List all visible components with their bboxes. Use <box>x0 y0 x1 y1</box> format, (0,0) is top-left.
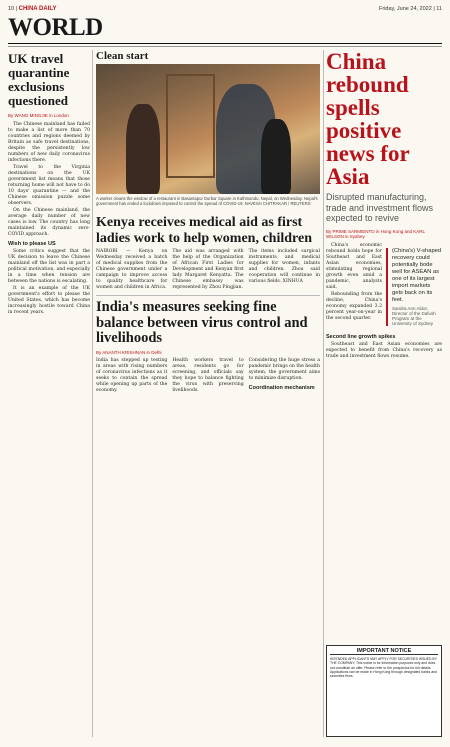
paragraph: Southeast and East Asian economies are expected to benefit from China's recovery as trade and investment flows resume. <box>326 341 442 359</box>
india-body <box>96 358 320 394</box>
paragraph: On the Chinese mainland, the average daily number of new cases is low. The country has long maintained its dynamic zero-COVID approach. <box>8 207 90 237</box>
kenya-body <box>96 249 320 291</box>
center-column <box>96 50 320 394</box>
important-notice <box>326 645 442 737</box>
kenya-col1: NAIROBI — Kenya on Wednesday received a batch of medical supplies from the Chinese government under a campaign to improve access to quality healthcare for women and children in Africa. <box>96 249 168 290</box>
divider <box>8 43 442 44</box>
quote-bar <box>386 248 388 326</box>
kenya-col3: The items included surgical instruments and medical supplies for women, infants and children. Zhou said cooperation will continue in various fields. XINHUA <box>248 249 320 284</box>
right-byline: By PRIME SARMIENTO in Hong Kong and KARL WILSON in Sydney <box>326 228 425 239</box>
paragraph: Travel to the Virginia destinations on the UK government list means that those returning home will not have to do 10 days' quarantine — and the Chinese omission puzzle some observers. <box>8 164 90 206</box>
left-story <box>8 50 90 737</box>
column-divider <box>92 50 93 737</box>
left-body <box>8 122 90 316</box>
paragraph: Rebounding from the decline, China's economy expanded 3.2 percent year-on-year in the second quarter. <box>326 291 382 321</box>
divider <box>8 46 442 47</box>
notice-title: IMPORTANT NOTICE <box>330 648 438 655</box>
pull-quote <box>386 248 442 326</box>
photo-caption: A worker cleans the window of a restaurant in Basantapur Durbar Square in Kathmandu, Nepal, on Wednesday. Nepal's government has ended a lockdown imposed to control the spread of COVID-19. NAVESH CHITRAKAR / REUTERS <box>96 196 318 207</box>
right-subhead: Second line growth spikes <box>326 333 396 340</box>
section-title: WORLD <box>8 14 103 41</box>
india-col3: Considering the huge stress a pandemic brings on the health system, the government aims to minimize disruption. <box>248 358 320 381</box>
quote-attribution: Sandra Ann Aldor, Director of the Dafush Program at the University of Sydney <box>392 305 436 326</box>
india-byline: By ANANTH KRISHNAN in Delhi <box>96 349 162 355</box>
masthead <box>8 4 442 14</box>
left-headline: UK travel quarantine exclusions questioned <box>8 51 70 108</box>
left-subhead: Wish to please US <box>8 240 56 247</box>
right-body <box>326 243 442 331</box>
india-subhead: Coordination mechanism <box>248 385 315 391</box>
india-headline: India's measures seeking fine balance between virus control and livelihoods <box>96 299 308 346</box>
right-headline: China rebound spells positive news for Asia <box>326 50 410 189</box>
column-divider <box>323 50 324 737</box>
photo-label: Clean start <box>96 50 149 62</box>
paragraph: It is an example of the UK government's effort to please the United States, which has become increasingly hostile toward China in recent years. <box>8 285 90 315</box>
right-story <box>326 50 442 737</box>
divider <box>96 295 320 296</box>
india-col1: India has stepped up testing in areas with rising numbers of coronavirus infections as it seeks to contain the spread while opening up parts of the economy. <box>96 358 168 393</box>
date-line: Friday, June 24, 2022 | 11 <box>379 6 442 12</box>
brand-logo: CHINA DAILY <box>18 6 57 12</box>
news-photo <box>96 64 320 194</box>
page-number-left: 10 | <box>8 6 19 12</box>
paragraph: China's economic rebound holds hope for Southeast and East Asian economies, stimulating regional growth even amid a pandemic, analysts said. <box>326 242 382 290</box>
notice-body: INTENDED APPLICANTS MAY APPLY FOR SECURITIES ISSUED BY THE COMPANY. This notice is for information purposes only and does not constitute an offer. Please refer to the prospectus for full details. Applications can be made in Hong Kong through designated banks and securities firms. <box>330 657 437 679</box>
kenya-headline: Kenya receives medical aid as first ladies work to help women, children <box>96 215 312 246</box>
quote-text: (China's) V-shaped recovery could potentially bode well for ASEAN as one of its largest import markets gets back on its feet. <box>392 247 442 303</box>
left-byline: By WANG MINGJIE in London <box>8 113 69 118</box>
kenya-col2: The aid was arranged with the help of the Organization of African First Ladies for Development and Kenyan first lady Margaret Kenyatta. The Chinese embassy was represented by Zhou Pingjian. <box>172 249 244 290</box>
right-deck: Disrupted manufacturing, trade and investment flows expected to revive <box>326 192 434 223</box>
paragraph: Some critics suggest that the UK decision to leave the Chinese mainland off the list was in part a political motivation, and especially in a time when tension are between the nations is escalating. <box>8 248 90 284</box>
india-col2: Health workers travel to areas, residents go for screening, and officials say they hope to balance fighting the virus with preserving livelihoods. <box>172 358 244 393</box>
paragraph: The Chinese mainland has failed to make a list of more than 70 countries and regions deemed by Britain as safe travel destinations, despite the persistently low numbers of new daily coronavirus infections there. <box>8 121 90 163</box>
